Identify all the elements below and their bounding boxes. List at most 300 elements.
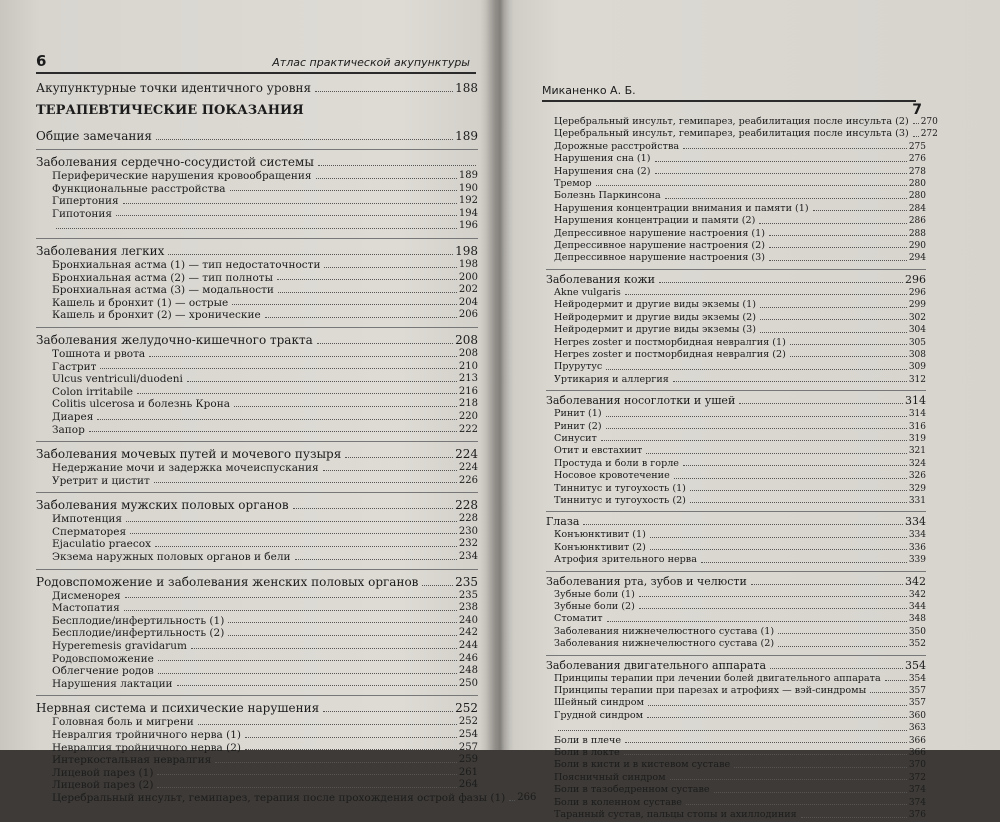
left-toc bbox=[36, 80, 537, 805]
dot-leader bbox=[155, 546, 457, 547]
toc-entry-title: Нейродермит и другие виды экземы (1) bbox=[554, 299, 756, 311]
toc-entry-title: Боли в кисти и в кистевом суставе bbox=[554, 759, 731, 771]
toc-entry bbox=[546, 759, 926, 771]
toc-entry-page: 294 bbox=[908, 253, 926, 264]
toc-entry-title: Нарушения концентрации внимания и памяти (1) bbox=[554, 202, 809, 214]
toc-entry-title: Herpes zoster и постморбидная невралгия (1) bbox=[554, 336, 786, 348]
dot-leader bbox=[625, 294, 907, 295]
toc-entry-title: Кашель и бронхит (1) — острые bbox=[52, 296, 229, 309]
toc-entry-title: Боли в локте bbox=[554, 747, 620, 759]
dot-leader bbox=[158, 660, 457, 661]
author-name: Миканенко А. Б. bbox=[542, 84, 636, 97]
toc-entry bbox=[36, 526, 478, 539]
toc-entry-page: 299 bbox=[908, 300, 926, 311]
toc-entry bbox=[36, 590, 478, 603]
toc-entry bbox=[36, 615, 478, 628]
toc-entry-page: 190 bbox=[458, 182, 478, 194]
toc-entry bbox=[36, 170, 478, 183]
toc-entry-title: Нарушения сна (2) bbox=[554, 165, 651, 177]
toc-entry-page: 228 bbox=[458, 513, 478, 525]
toc-entry bbox=[546, 685, 926, 697]
dot-leader bbox=[154, 482, 457, 483]
section-divider bbox=[36, 695, 478, 696]
dot-leader bbox=[790, 344, 907, 345]
toc-entry-title: Тиннитус и тугоухость (2) bbox=[554, 494, 686, 506]
toc-entry-title: Церебральный инсульт, гемипарез, терапия после прохождения острой фазы (1) bbox=[52, 791, 506, 804]
toc-entry-title: Бесплодие/инфертильность (2) bbox=[52, 627, 225, 640]
toc-entry-page: 363 bbox=[908, 723, 926, 734]
dot-leader bbox=[509, 800, 515, 801]
toc-entry bbox=[546, 458, 926, 470]
toc-entry-page: 296 bbox=[905, 272, 926, 286]
section-divider bbox=[546, 390, 926, 391]
toc-entry-title: Заболевания мужских половых органов bbox=[36, 498, 289, 513]
dot-leader bbox=[293, 508, 453, 509]
toc-entry-page: 202 bbox=[458, 284, 478, 296]
toc-entry-page: 235 bbox=[458, 589, 478, 601]
dot-leader bbox=[769, 247, 907, 248]
toc-entry bbox=[546, 240, 926, 252]
right-page-header bbox=[542, 80, 922, 118]
dot-leader bbox=[606, 416, 907, 417]
toc-entry-page: 326 bbox=[908, 471, 926, 482]
dot-leader bbox=[639, 596, 907, 597]
toc-entry-title: Акупунктурные точки идентичного уровня bbox=[36, 81, 312, 95]
toc-entry-page: 210 bbox=[458, 360, 478, 372]
toc-entry-page: 316 bbox=[908, 421, 926, 432]
section-divider bbox=[546, 655, 926, 656]
toc-entry-page: 252 bbox=[458, 716, 478, 728]
dot-leader bbox=[158, 673, 457, 674]
dot-leader bbox=[913, 123, 919, 124]
toc-entry-page: 372 bbox=[908, 772, 926, 783]
dot-leader bbox=[596, 185, 907, 186]
toc-entry-title: Боли в тазобедренном суставе bbox=[554, 784, 710, 796]
toc-entry-title: Депрессивное нарушение настроения (1) bbox=[554, 227, 766, 239]
dot-leader bbox=[157, 787, 456, 788]
dot-leader bbox=[760, 332, 907, 333]
dot-leader bbox=[232, 304, 457, 305]
toc-entry-page: 246 bbox=[458, 652, 478, 664]
toc-entry bbox=[36, 678, 478, 691]
toc-entry-title: Церебральный инсульт, гемипарез, реабилитация после инсульта (2) bbox=[554, 116, 909, 127]
toc-entry bbox=[36, 398, 478, 411]
dot-leader bbox=[56, 228, 457, 229]
toc-entry-title: Заболевания нижнечелюстного сустава (1) bbox=[554, 625, 775, 637]
toc-entry-title: Недержание мочи и задержка мочеиспускания bbox=[52, 462, 319, 475]
dot-leader bbox=[422, 585, 453, 586]
toc-entry bbox=[36, 742, 478, 755]
toc-entry-title: Интеркостальная невралгия bbox=[52, 754, 212, 767]
toc-entry bbox=[546, 542, 926, 554]
toc-entry bbox=[36, 208, 478, 221]
dot-leader bbox=[215, 762, 457, 763]
toc-entry-title: Нейродермит и другие виды экземы (3) bbox=[554, 324, 756, 336]
toc-entry-title: Ринит (1) bbox=[554, 408, 602, 420]
toc-entry bbox=[36, 220, 478, 233]
toc-entry bbox=[546, 735, 926, 747]
toc-entry-title: Экзема наружных половых органов и бели bbox=[52, 551, 291, 564]
toc-entry bbox=[36, 538, 478, 551]
toc-entry-title: Тошнота и рвота bbox=[52, 347, 146, 360]
toc-entry-page: 357 bbox=[908, 686, 926, 697]
toc-entry bbox=[546, 638, 926, 650]
toc-entry-page: 275 bbox=[908, 141, 926, 152]
toc-entry-title: Простуда и боли в горле bbox=[554, 457, 679, 469]
toc-entry-page: 305 bbox=[908, 337, 926, 348]
toc-entry bbox=[546, 421, 926, 433]
toc-entry bbox=[546, 141, 926, 153]
toc-entry bbox=[36, 284, 478, 297]
toc-entry-page: 244 bbox=[458, 640, 478, 652]
toc-entry-title: Зубные боли (2) bbox=[554, 601, 635, 612]
toc-entry-page: 198 bbox=[458, 258, 478, 270]
toc-entry-title: Бронхиальная астма (3) — модальности bbox=[52, 284, 274, 297]
toc-entry-page: 336 bbox=[908, 542, 926, 553]
toc-entry-title: Гастрит bbox=[52, 360, 97, 373]
toc-entry-page: 366 bbox=[908, 735, 926, 746]
toc-entry bbox=[546, 337, 926, 349]
toc-entry-page: 194 bbox=[458, 207, 478, 219]
left-page-header bbox=[36, 52, 476, 74]
toc-entry bbox=[36, 653, 478, 666]
toc-entry bbox=[546, 433, 926, 445]
dot-leader bbox=[647, 717, 907, 718]
toc-entry-title: Дорожные расстройства bbox=[554, 140, 680, 152]
toc-entry-page: 321 bbox=[908, 446, 926, 457]
dot-leader bbox=[156, 139, 453, 140]
toc-entry-page: 270 bbox=[920, 117, 938, 127]
section-divider bbox=[36, 238, 478, 239]
toc-entry-title: Депрессивное нарушение настроения (2) bbox=[554, 240, 766, 252]
toc-entry-title: Colitis ulcerosa и болезнь Крона bbox=[52, 398, 230, 411]
dot-leader bbox=[198, 724, 457, 725]
dot-leader bbox=[234, 406, 457, 407]
toc-entry bbox=[36, 348, 478, 361]
toc-entry-page: 374 bbox=[908, 785, 926, 796]
toc-entry-page: 216 bbox=[458, 385, 478, 397]
dot-leader bbox=[265, 317, 457, 318]
dot-leader bbox=[187, 381, 457, 382]
dot-leader bbox=[149, 356, 457, 357]
toc-entry-page: 278 bbox=[908, 166, 926, 177]
dot-leader bbox=[759, 223, 906, 224]
dot-leader bbox=[650, 549, 907, 550]
toc-entry-page: 196 bbox=[458, 220, 478, 232]
dot-leader bbox=[607, 621, 907, 622]
toc-entry-page: 228 bbox=[455, 498, 478, 513]
toc-entry-page: 324 bbox=[908, 458, 926, 469]
toc-entry-title: Заболевания двигательного аппарата bbox=[546, 658, 767, 672]
dot-leader bbox=[123, 203, 457, 204]
toc-entry bbox=[546, 797, 926, 809]
toc-entry-page: 276 bbox=[908, 154, 926, 165]
dot-leader bbox=[885, 680, 907, 681]
toc-entry bbox=[546, 722, 926, 734]
toc-entry-title: Тиннитус и тугоухость (1) bbox=[554, 482, 686, 494]
toc-entry-title: Шейный синдром bbox=[554, 697, 644, 709]
toc-entry bbox=[546, 673, 926, 685]
toc-entry-page: 220 bbox=[458, 410, 478, 422]
toc-entry-title: Запор bbox=[52, 423, 85, 436]
dot-leader bbox=[323, 711, 453, 712]
toc-entry bbox=[36, 640, 478, 653]
toc-entry-page: 234 bbox=[458, 551, 478, 563]
toc-entry-title: Облегчение родов bbox=[52, 665, 154, 678]
toc-entry-title: Прурутус bbox=[554, 361, 603, 373]
toc-entry bbox=[36, 754, 478, 767]
toc-entry-page: 314 bbox=[908, 409, 926, 420]
toc-entry-page: 339 bbox=[908, 555, 926, 566]
toc-entry bbox=[546, 228, 926, 240]
toc-entry bbox=[36, 259, 478, 272]
toc-entry-title: Принципы терапии при лечении болей двигательного аппарата bbox=[554, 672, 881, 684]
toc-entry-title: Кашель и бронхит (2) — хронические bbox=[52, 309, 261, 322]
toc-entry-title: Грудной синдром bbox=[554, 709, 644, 721]
toc-entry bbox=[546, 374, 926, 386]
toc-section bbox=[546, 394, 926, 408]
toc-entry-title: Периферические нарушения кровообращения bbox=[52, 170, 312, 182]
toc-entry-title: Заболевания рта, зубов и челюсти bbox=[546, 574, 747, 588]
toc-entry-page: 344 bbox=[908, 602, 926, 612]
dot-leader bbox=[601, 440, 907, 441]
toc-entry-page: 308 bbox=[908, 349, 926, 360]
toc-entry-title: Сперматорея bbox=[52, 525, 127, 538]
section-divider bbox=[546, 511, 926, 512]
toc-entry bbox=[36, 475, 478, 488]
toc-entry-title: Заболевания нижнечелюстного сустава (2) bbox=[554, 638, 775, 650]
dot-leader bbox=[670, 779, 907, 780]
toc-entry-title: Родовспоможение и заболевания женских половых органов bbox=[36, 574, 419, 589]
toc-entry-title: Ejaculatio praecox bbox=[52, 538, 152, 551]
dot-leader bbox=[316, 178, 457, 179]
toc-section bbox=[36, 128, 478, 144]
toc-entry-page: 348 bbox=[908, 614, 926, 625]
dot-leader bbox=[683, 148, 907, 149]
toc-entry-page: 242 bbox=[458, 627, 478, 639]
toc-entry bbox=[36, 309, 478, 322]
toc-entry bbox=[36, 386, 478, 399]
toc-entry-title: Принципы терапии при парезах и атрофиях — вэй-синдромы bbox=[554, 685, 867, 697]
toc-entry-title: Тремор bbox=[554, 178, 592, 190]
toc-entry bbox=[546, 772, 926, 784]
toc-entry-page: 342 bbox=[908, 589, 926, 600]
toc-entry-page: 370 bbox=[908, 760, 926, 771]
dot-leader bbox=[168, 254, 453, 255]
dot-leader bbox=[770, 668, 903, 669]
toc-entry bbox=[36, 462, 478, 475]
toc-entry-page: 206 bbox=[458, 309, 478, 321]
dot-leader bbox=[126, 521, 457, 522]
toc-section bbox=[36, 154, 478, 170]
dot-leader bbox=[639, 608, 907, 609]
toc-section bbox=[36, 332, 478, 348]
toc-entry-page: 226 bbox=[458, 474, 478, 486]
toc-entry-title: Болезнь Паркинсона bbox=[554, 190, 661, 202]
toc-section bbox=[36, 446, 478, 462]
toc-entry-page: 284 bbox=[908, 203, 926, 214]
toc-entry-title: Глаза bbox=[546, 515, 580, 529]
toc-entry-page: 374 bbox=[908, 797, 926, 808]
dot-leader bbox=[606, 428, 907, 429]
dot-leader bbox=[315, 91, 453, 92]
toc-entry bbox=[36, 411, 478, 424]
toc-entry-page: 304 bbox=[908, 325, 926, 336]
toc-entry-page: 208 bbox=[458, 347, 478, 359]
toc-entry-title: Таранный сустав, пальцы стопы и ахиллодиния bbox=[554, 809, 797, 821]
dot-leader bbox=[345, 457, 453, 458]
toc-entry-page: 261 bbox=[458, 766, 478, 778]
dot-leader bbox=[228, 635, 457, 636]
toc-entry-page: 296 bbox=[908, 287, 926, 298]
toc-entry-title: Herpes zoster и постморбидная невралгия (2) bbox=[554, 348, 786, 360]
toc-entry-page: 352 bbox=[908, 639, 926, 650]
toc-entry-page: 252 bbox=[455, 701, 478, 716]
dot-leader bbox=[760, 307, 907, 308]
toc-entry-title: Церебральный инсульт, гемипарез, реабилитация после инсульта (3) bbox=[554, 128, 909, 140]
toc-entry-page: 188 bbox=[455, 81, 478, 95]
toc-entry bbox=[36, 183, 478, 196]
toc-entry bbox=[546, 529, 926, 541]
dot-leader bbox=[769, 260, 907, 261]
toc-entry-page: 189 bbox=[458, 170, 478, 181]
toc-section bbox=[36, 497, 478, 513]
toc-entry bbox=[546, 408, 926, 420]
dot-leader bbox=[625, 742, 907, 743]
toc-entry-title: Стоматит bbox=[554, 613, 603, 625]
toc-entry-page: 329 bbox=[908, 483, 926, 494]
toc-entry bbox=[546, 601, 926, 613]
toc-entry-page: 342 bbox=[905, 574, 926, 588]
toc-entry-page: 192 bbox=[458, 195, 478, 207]
section-divider bbox=[36, 569, 478, 570]
toc-entry-page: 360 bbox=[908, 710, 926, 721]
dot-leader bbox=[228, 622, 457, 623]
toc-entry-page: 200 bbox=[458, 271, 478, 283]
toc-entry bbox=[546, 697, 926, 709]
dot-leader bbox=[558, 730, 907, 731]
toc-entry bbox=[36, 602, 478, 615]
dot-leader bbox=[813, 210, 907, 211]
page-number: 7 bbox=[912, 102, 922, 118]
toc-entry-page: 238 bbox=[458, 602, 478, 614]
toc-entry bbox=[546, 495, 926, 507]
toc-section bbox=[36, 700, 478, 716]
toc-section bbox=[546, 659, 926, 673]
toc-entry-page: 288 bbox=[908, 228, 926, 239]
running-title: Атлас практической акупунктуры bbox=[272, 56, 470, 69]
section-divider bbox=[36, 327, 478, 328]
dot-leader bbox=[655, 173, 907, 174]
toc-entry-title: Дисменорея bbox=[52, 589, 121, 602]
right-toc bbox=[546, 116, 938, 822]
toc-entry-title: Родовспоможение bbox=[52, 652, 154, 665]
toc-section bbox=[36, 574, 478, 590]
toc-entry-title: Поясничный синдром bbox=[554, 771, 666, 783]
toc-entry bbox=[36, 297, 478, 310]
dot-leader bbox=[801, 817, 907, 818]
toc-entry bbox=[36, 779, 478, 792]
toc-entry-title: Зубные боли (1) bbox=[554, 588, 635, 600]
dot-leader bbox=[778, 646, 907, 647]
dot-leader bbox=[230, 190, 457, 191]
toc-entry bbox=[546, 747, 926, 759]
toc-entry bbox=[546, 784, 926, 796]
toc-entry-title: Невралгия тройничного нерва (2) bbox=[52, 741, 241, 754]
toc-entry-title: Нарушения концентрации и памяти (2) bbox=[554, 215, 756, 227]
toc-entry-title: Носовое кровотечение bbox=[554, 470, 670, 482]
dot-leader bbox=[913, 136, 919, 137]
toc-section bbox=[546, 273, 926, 287]
toc-entry-title: Бесплодие/инфертильность (1) bbox=[52, 614, 225, 627]
toc-entry-page: 314 bbox=[905, 394, 926, 408]
dot-leader bbox=[739, 403, 903, 404]
toc-entry-page: 222 bbox=[458, 423, 478, 435]
toc-entry-page: 230 bbox=[458, 525, 478, 537]
toc-entry bbox=[546, 470, 926, 482]
toc-entry-page: 198 bbox=[455, 243, 478, 258]
dot-leader bbox=[690, 502, 907, 503]
dot-leader bbox=[323, 470, 457, 471]
dot-leader bbox=[790, 356, 907, 357]
section-divider bbox=[546, 269, 926, 270]
dot-leader bbox=[659, 282, 903, 283]
dot-leader bbox=[245, 737, 457, 738]
dot-leader bbox=[690, 490, 907, 491]
toc-entry bbox=[36, 716, 478, 729]
toc-entry bbox=[546, 324, 926, 336]
dot-leader bbox=[683, 465, 907, 466]
toc-heading: ТЕРАПЕВТИЧЕСКИЕ ПОКАЗАНИЯ bbox=[36, 103, 304, 118]
toc-entry-title: Akne vulgaris bbox=[554, 286, 621, 298]
toc-entry-title: Невралгия тройничного нерва (1) bbox=[52, 729, 241, 741]
dot-leader bbox=[157, 774, 456, 775]
dot-leader bbox=[624, 754, 907, 755]
toc-entry-title: Заболевания мочевых путей и мочевого пузыря bbox=[36, 447, 342, 462]
toc-entry-title: Заболевания желудочно-кишечного тракта bbox=[36, 332, 313, 347]
toc-entry-title: Гипертония bbox=[52, 195, 119, 208]
dot-leader bbox=[324, 267, 456, 268]
toc-entry-page: 357 bbox=[908, 698, 926, 709]
dot-leader bbox=[751, 584, 903, 585]
dot-leader bbox=[650, 537, 907, 538]
dot-leader bbox=[686, 804, 907, 805]
toc-entry-title: Отит и евстахиит bbox=[554, 445, 643, 457]
toc-entry-page: 189 bbox=[455, 129, 478, 143]
dot-leader bbox=[116, 215, 457, 216]
section-divider bbox=[546, 571, 926, 572]
toc-entry bbox=[36, 361, 478, 374]
toc-entry-title: Ulcus ventriculi/duodeni bbox=[52, 373, 183, 386]
toc-entry-page: 257 bbox=[458, 741, 478, 753]
dot-leader bbox=[318, 165, 476, 166]
toc-entry bbox=[546, 312, 926, 324]
dot-leader bbox=[760, 319, 907, 320]
dot-leader bbox=[100, 368, 456, 369]
dot-leader bbox=[583, 524, 903, 525]
dot-leader bbox=[317, 343, 453, 344]
dot-leader bbox=[277, 279, 457, 280]
dot-leader bbox=[665, 198, 907, 199]
toc-entry-title: Импотенция bbox=[52, 513, 123, 526]
toc-entry-title: Лицевой парез (1) bbox=[52, 766, 154, 779]
toc-entry-page: 350 bbox=[908, 626, 926, 637]
dot-leader bbox=[606, 369, 907, 370]
toc-entry bbox=[546, 166, 926, 178]
toc-entry-title: Синусит bbox=[554, 432, 597, 444]
toc-entry-page: 254 bbox=[458, 729, 478, 740]
dot-leader bbox=[673, 381, 907, 382]
